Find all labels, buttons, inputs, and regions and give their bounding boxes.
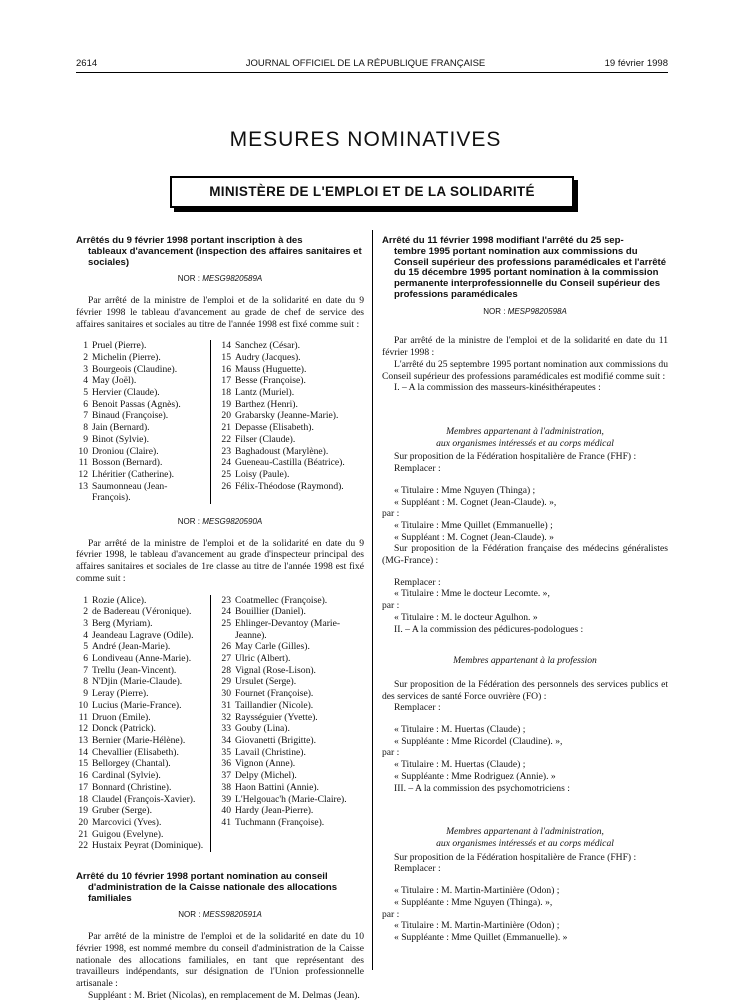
entry-line: « Suppléante : Mme Quillet (Emmanuelle). » bbox=[394, 931, 568, 943]
list-item-name: Cardinal (Sylvie). bbox=[92, 770, 161, 782]
list-item-name: Fournet (Françoise). bbox=[235, 688, 314, 700]
list-item-name: Guigou (Evelyne). bbox=[92, 828, 164, 840]
list-item-name: Depasse (Elisabeth). bbox=[235, 422, 314, 434]
list-item-name: Londiveau (Anne-Marie). bbox=[92, 653, 192, 665]
list-item-number: 26 bbox=[221, 641, 231, 653]
list-item-number: 14 bbox=[78, 746, 88, 758]
list-item bbox=[76, 700, 206, 712]
column-divider bbox=[372, 230, 373, 970]
nor-label: NOR : bbox=[177, 274, 200, 284]
list-item bbox=[76, 457, 206, 469]
list-item-number: 13 bbox=[78, 480, 88, 492]
list-item bbox=[76, 794, 206, 806]
list-item-name: May (Joël). bbox=[92, 375, 137, 387]
list-item-name: Hardy (Jean-Pierre). bbox=[235, 805, 314, 817]
list-item-number: 9 bbox=[83, 433, 88, 445]
list-item-number: 22 bbox=[221, 433, 231, 445]
list-item bbox=[219, 457, 364, 469]
list-item bbox=[219, 700, 364, 712]
list-item-number: 2 bbox=[83, 351, 88, 363]
list-item-name: Grabarsky (Jeanne-Marie). bbox=[235, 410, 339, 422]
par-line: par : bbox=[382, 508, 400, 520]
section-title: I. – A la commission des masseurs-kinésithérapeutes : bbox=[394, 382, 601, 394]
entry-line: « Titulaire : Mme Quillet (Emmanuelle) ; bbox=[394, 519, 553, 531]
list-item bbox=[219, 641, 364, 653]
heading-line: tableaux d'avancement (inspection des affaires sanitaires et sociales) bbox=[88, 245, 362, 268]
remplacer-line: Remplacer : bbox=[394, 863, 441, 875]
list-item-name: Vignal (Rose-Lison). bbox=[235, 664, 316, 676]
decree-text: Par arrêté de la ministre de l'emploi et de la solidarité en date du 9 février 1998, le tableau d'avancement au grade d'inspecteur principal des affaires sanitaires et sociales de 1re classe au titre de l'année 1998 est fixé comme suit : bbox=[76, 537, 364, 584]
list-item-name: N'Djin (Marie-Claude). bbox=[92, 676, 183, 688]
list-item-number: 8 bbox=[83, 676, 88, 688]
list-item bbox=[76, 469, 206, 481]
entry-line: « Suppléante : Mme Ricordel (Claudine). », bbox=[394, 735, 563, 747]
remplacer-line: Remplacer : bbox=[394, 463, 441, 475]
list-item-number: 5 bbox=[83, 387, 88, 399]
list-item-number: 21 bbox=[221, 422, 231, 434]
nor-reference bbox=[76, 909, 364, 921]
list-item-name: Bosson (Bernard). bbox=[92, 457, 163, 469]
list-item-number: 6 bbox=[83, 653, 88, 665]
list-item bbox=[76, 352, 206, 364]
list-item-number: 19 bbox=[78, 805, 88, 817]
decree-heading bbox=[76, 236, 364, 268]
list-item bbox=[76, 481, 206, 504]
list-item-name: André (Jean-Marie). bbox=[92, 641, 171, 653]
list-item-number: 11 bbox=[78, 457, 88, 469]
list-item bbox=[76, 618, 206, 630]
list-item bbox=[219, 758, 364, 770]
list-item bbox=[219, 375, 364, 387]
list-item bbox=[76, 410, 206, 422]
list-item-number: 8 bbox=[83, 422, 88, 434]
list-item bbox=[219, 364, 364, 376]
name-list-col bbox=[210, 340, 364, 504]
par-line: par : bbox=[382, 908, 400, 920]
list-item bbox=[219, 387, 364, 399]
nor-value: MESG9820589A bbox=[202, 274, 263, 284]
list-item bbox=[76, 712, 206, 724]
list-item bbox=[219, 481, 364, 493]
list-item-name: Benoit Passas (Agnès). bbox=[92, 398, 181, 410]
list-item-name: Coatmellec (Françoise). bbox=[235, 594, 328, 606]
decree-text: L'arrêté du 25 septembre 1995 portant nomination aux commissions du Conseil supérieur des professions paramédicales est modifié comme suit : bbox=[382, 358, 668, 382]
entry-line: « Titulaire : Mme le docteur Lecomte. », bbox=[394, 588, 550, 600]
list-item-name: Droniou (Claire). bbox=[92, 445, 159, 457]
list-item-number: 7 bbox=[83, 664, 88, 676]
header-rule bbox=[76, 72, 668, 73]
list-item-number: 12 bbox=[78, 723, 88, 735]
nor-label: NOR : bbox=[177, 517, 200, 527]
list-item-number: 16 bbox=[221, 363, 231, 375]
list-item bbox=[76, 747, 206, 759]
heading-line: tembre 1995 portant nomination aux commissions du Conseil supérieur des professions paramédicales et l'arrêté du 15 décembre 1995 portant nomination à la commission permanente interprofessionnelle du Conseil supérieur des professions paramédicales bbox=[394, 245, 667, 300]
page-title: MESURES NOMINATIVES bbox=[229, 128, 502, 151]
list-item-number: 3 bbox=[83, 363, 88, 375]
list-item-name: de Badereau (Véronique). bbox=[92, 606, 192, 618]
list-item-name: Bernier (Marie-Hélène). bbox=[92, 735, 186, 746]
list-item-name: Lantz (Muriel). bbox=[235, 387, 295, 399]
nor-reference bbox=[76, 516, 364, 528]
list-item bbox=[76, 375, 206, 387]
list-item-number: 1 bbox=[83, 340, 88, 352]
list-item-name: Félix-Théodose (Raymond). bbox=[235, 480, 344, 492]
entry-line: « Titulaire : M. Huertas (Claude) ; bbox=[394, 759, 526, 771]
decree-heading bbox=[76, 872, 364, 904]
list-item bbox=[76, 805, 206, 817]
journal-title: JOURNAL OFFICIEL DE LA RÉPUBLIQUE FRANÇAISE bbox=[245, 58, 486, 69]
list-item bbox=[76, 676, 206, 688]
list-item bbox=[219, 735, 364, 747]
list-item-number: 24 bbox=[221, 457, 231, 469]
list-item-name: Saumonneau (Jean-François). bbox=[92, 480, 168, 504]
list-item-number: 32 bbox=[221, 711, 231, 723]
list-item bbox=[76, 422, 206, 434]
list-item-name: Gueneau-Castilla (Béatrice). bbox=[235, 457, 345, 469]
list-item-name: Besse (Françoise). bbox=[235, 375, 306, 387]
list-item-name: Raysséguier (Yvette). bbox=[235, 711, 318, 723]
name-list bbox=[76, 595, 364, 852]
list-item bbox=[76, 665, 206, 677]
list-item bbox=[76, 630, 206, 642]
list-item-number: 12 bbox=[78, 468, 88, 480]
decree-heading bbox=[382, 236, 668, 301]
list-item-number: 17 bbox=[78, 781, 88, 793]
list-item bbox=[219, 410, 364, 422]
name-list-col bbox=[76, 340, 210, 504]
nor-value: MESP9820598A bbox=[507, 306, 567, 316]
left-column bbox=[76, 236, 364, 1001]
list-item-name: Bouillier (Daniel). bbox=[235, 606, 306, 618]
list-item-number: 1 bbox=[83, 594, 88, 606]
list-item-name: Lucius (Marie-France). bbox=[92, 699, 182, 711]
list-item-number: 28 bbox=[221, 664, 231, 676]
list-item-number: 29 bbox=[221, 676, 231, 688]
nor-reference bbox=[382, 306, 668, 318]
list-item bbox=[76, 364, 206, 376]
list-item-number: 27 bbox=[221, 653, 231, 665]
list-item-name: Bellorgey (Chantal). bbox=[92, 758, 171, 770]
list-item bbox=[219, 817, 364, 829]
list-item-number: 3 bbox=[83, 617, 88, 629]
list-item bbox=[76, 688, 206, 700]
entry-line: « Suppléante : Mme Nguyen (Thinga). », bbox=[394, 896, 553, 908]
list-item-name: May Carle (Gilles). bbox=[235, 641, 310, 653]
list-item bbox=[76, 340, 206, 352]
decree-text: Suppléant : M. Briet (Nicolas), en remplacement de M. Delmas (Jean). bbox=[88, 989, 360, 1001]
list-item-number: 40 bbox=[221, 805, 231, 817]
list-item bbox=[219, 340, 364, 352]
list-item-name: Bourgeois (Claudine). bbox=[92, 363, 178, 375]
list-item bbox=[76, 653, 206, 665]
nor-label: NOR : bbox=[483, 306, 506, 316]
list-item bbox=[76, 399, 206, 411]
list-item-name: Jain (Bernard). bbox=[92, 422, 150, 434]
list-item-number: 41 bbox=[221, 816, 231, 828]
list-item bbox=[219, 399, 364, 411]
list-item-name: Vignon (Anne). bbox=[235, 758, 296, 770]
list-item bbox=[76, 735, 206, 747]
list-item-name: Ulric (Albert). bbox=[235, 653, 291, 665]
list-item-name: Audry (Jacques). bbox=[235, 351, 301, 363]
list-item-name: Hervier (Claude). bbox=[92, 387, 160, 399]
entry-line: « Titulaire : M. Huertas (Claude) ; bbox=[394, 724, 526, 736]
remplacer-line: Remplacer : bbox=[394, 702, 441, 714]
list-item-number: 18 bbox=[221, 387, 231, 399]
list-item-name: Hustaix Peyrat (Dominique). bbox=[92, 840, 204, 852]
list-item-number: 4 bbox=[83, 375, 88, 387]
list-item-number: 24 bbox=[221, 606, 231, 618]
list-item-name: Claudel (François-Xavier). bbox=[92, 793, 196, 805]
list-item-number: 36 bbox=[221, 758, 231, 770]
list-item bbox=[219, 352, 364, 364]
list-item-number: 25 bbox=[221, 617, 231, 629]
list-item bbox=[76, 723, 206, 735]
entry-line: « Titulaire : M. Martin-Martinière (Odon) ; bbox=[394, 885, 560, 897]
list-item bbox=[76, 606, 206, 618]
list-item-name: Jeandeau Lagrave (Odile). bbox=[92, 629, 194, 641]
list-item-number: 26 bbox=[221, 480, 231, 492]
list-item bbox=[76, 840, 206, 852]
right-column bbox=[382, 236, 668, 944]
nor-label: NOR : bbox=[178, 910, 201, 920]
list-item-number: 2 bbox=[83, 606, 88, 618]
list-item-number: 38 bbox=[221, 781, 231, 793]
heading-line: Arrêté du 10 février 1998 portant nomination au conseil bbox=[76, 871, 328, 883]
heading-line: Arrêtés du 9 février 1998 portant inscription à des bbox=[76, 235, 303, 246]
list-item bbox=[219, 434, 364, 446]
list-item bbox=[219, 676, 364, 688]
entry-line: « Titulaire : M. Martin-Martinière (Odon) ; bbox=[394, 920, 560, 932]
list-item-number: 23 bbox=[221, 445, 231, 457]
list-item-number: 14 bbox=[221, 340, 231, 352]
proposal-line: Sur proposition de la Fédération des personnels des services publics et des services de santé Force ouvrière (FO) : bbox=[382, 678, 668, 702]
list-item bbox=[219, 770, 364, 782]
list-item-number: 11 bbox=[78, 711, 88, 723]
subsection-title: Membres appartenant à l'administration, aux organismes intéressés et au corps médical bbox=[436, 426, 614, 449]
nor-reference bbox=[76, 273, 364, 285]
list-item-name: L'Helgouac'h (Marie-Claire). bbox=[235, 793, 347, 805]
list-item bbox=[219, 665, 364, 677]
entry-line: « Suppléant : M. Cognet (Jean-Claude). », bbox=[394, 496, 557, 508]
section-title: II. – A la commission des pédicures-podologues : bbox=[394, 623, 584, 635]
list-item bbox=[76, 595, 206, 607]
list-item bbox=[76, 758, 206, 770]
list-item-number: 34 bbox=[221, 735, 231, 746]
list-item-number: 37 bbox=[221, 770, 231, 782]
list-item-name: Rozie (Alice). bbox=[92, 594, 147, 606]
list-item-name: Loisy (Paule). bbox=[235, 468, 290, 480]
list-item-name: Binaud (Françoise). bbox=[92, 410, 169, 422]
list-item bbox=[76, 434, 206, 446]
list-item-name: Marcovici (Yves). bbox=[92, 816, 162, 828]
list-item-name: Gouby (Lina). bbox=[235, 723, 290, 735]
decree-text: Par arrêté de la ministre de l'emploi et de la solidarité en date du 9 février 1998 le tableau d'avancement au grade de chef de service des affaires sanitaires et sociales au titre de l'année 1998 est fixé comme suit : bbox=[76, 295, 364, 330]
subsection-title: Membres appartenant à la profession bbox=[453, 655, 597, 667]
nor-value: MESS9820591A bbox=[202, 910, 262, 920]
list-item-name: Bonnard (Christine). bbox=[92, 781, 172, 793]
list-item-number: 15 bbox=[221, 351, 231, 363]
list-item bbox=[76, 770, 206, 782]
heading-line: Arrêté du 11 février 1998 modifiant l'arrêté du 25 sep- bbox=[382, 235, 624, 246]
list-item bbox=[76, 446, 206, 458]
list-item-name: Michelin (Pierre). bbox=[92, 351, 161, 363]
list-item-number: 21 bbox=[78, 828, 88, 840]
list-item-name: Binot (Sylvie). bbox=[92, 433, 150, 445]
list-item bbox=[76, 387, 206, 399]
decree-text: Par arrêté de la ministre de l'emploi et de la solidarité en date du 11 février 1998 : bbox=[382, 335, 668, 359]
list-item bbox=[219, 595, 364, 607]
list-item-number: 17 bbox=[221, 375, 231, 387]
list-item bbox=[219, 469, 364, 481]
list-item-name: Donck (Patrick). bbox=[92, 723, 156, 735]
list-item-number: 31 bbox=[221, 699, 231, 711]
list-item-number: 13 bbox=[78, 735, 88, 746]
list-item bbox=[76, 817, 206, 829]
par-line: par : bbox=[382, 600, 400, 612]
list-item bbox=[219, 606, 364, 618]
list-item bbox=[219, 446, 364, 458]
list-item-number: 7 bbox=[83, 410, 88, 422]
list-item bbox=[219, 618, 364, 641]
nor-value: MESG9820590A bbox=[202, 517, 263, 527]
list-item-number: 23 bbox=[221, 594, 231, 606]
list-item-number: 18 bbox=[78, 793, 88, 805]
entry-line: « Suppléante : Mme Rodriguez (Annie). » bbox=[394, 770, 556, 782]
proposal-line: Sur proposition de la Fédération française des médecins généralistes (MG-France) : bbox=[382, 543, 668, 567]
list-item-number: 20 bbox=[221, 410, 231, 422]
list-item-name: Taillandier (Nicole). bbox=[235, 699, 314, 711]
list-item-number: 6 bbox=[83, 398, 88, 410]
list-item-name: Chevallier (Elisabeth). bbox=[92, 746, 179, 758]
list-item bbox=[219, 712, 364, 724]
list-item bbox=[219, 653, 364, 665]
par-line: par : bbox=[382, 747, 400, 759]
subsection-title: Membres appartenant à l'administration, aux organismes intéressés et au corps médical bbox=[436, 826, 614, 849]
list-item-number: 19 bbox=[221, 398, 231, 410]
list-item bbox=[219, 688, 364, 700]
list-item-number: 10 bbox=[78, 699, 88, 711]
list-item-number: 25 bbox=[221, 468, 231, 480]
list-item-name: Mauss (Huguette). bbox=[235, 363, 307, 375]
heading-line: d'administration de la Caisse nationale des allocations familiales bbox=[88, 881, 338, 904]
list-item-name: Leray (Pierre). bbox=[92, 688, 149, 700]
list-item-name: Delpy (Michel). bbox=[235, 770, 297, 782]
list-item-number: 15 bbox=[78, 758, 88, 770]
list-item-name: Ehlinger-Devantoy (Marie-Jeanne). bbox=[235, 617, 341, 641]
list-item-name: Gruber (Serge). bbox=[92, 805, 153, 817]
list-item-number: 30 bbox=[221, 688, 231, 700]
list-item-name: Sanchez (César). bbox=[235, 340, 300, 352]
list-item bbox=[219, 747, 364, 759]
list-item-number: 4 bbox=[83, 629, 88, 641]
entry-line: « Titulaire : Mme Nguyen (Thinga) ; bbox=[394, 484, 536, 496]
proposal-line: Sur proposition de la Fédération hospitalière de France (FHF) : bbox=[394, 451, 637, 463]
issue-date: 19 février 1998 bbox=[604, 58, 668, 69]
list-item-name: Baghadoust (Marylène). bbox=[235, 445, 329, 457]
list-item bbox=[219, 782, 364, 794]
list-item bbox=[76, 829, 206, 841]
list-item-number: 20 bbox=[78, 816, 88, 828]
list-item-name: Berg (Myriam). bbox=[92, 617, 153, 629]
ministry-box: MINISTÈRE DE L'EMPLOI ET DE LA SOLIDARITÉ bbox=[170, 176, 574, 208]
list-item-name: Lhéritier (Catherine). bbox=[92, 468, 175, 480]
list-item-number: 16 bbox=[78, 770, 88, 782]
list-item-number: 35 bbox=[221, 746, 231, 758]
list-item-name: Giovanetti (Brigitte). bbox=[235, 735, 316, 746]
list-item bbox=[219, 805, 364, 817]
list-item-name: Haon Battini (Annie). bbox=[235, 781, 319, 793]
list-item-number: 22 bbox=[78, 840, 88, 852]
proposal-line: Sur proposition de la Fédération hospitalière de France (FHF) : bbox=[394, 851, 637, 863]
list-item bbox=[76, 641, 206, 653]
name-list bbox=[76, 340, 364, 504]
name-list-col bbox=[76, 595, 210, 852]
list-item-name: Pruel (Pierre). bbox=[92, 340, 147, 352]
page-number: 2614 bbox=[76, 58, 98, 69]
entry-line: « Titulaire : M. le docteur Agulhon. » bbox=[394, 611, 538, 623]
list-item-name: Filser (Claude). bbox=[235, 433, 296, 445]
entry-line: « Suppléant : M. Cognet (Jean-Claude). » bbox=[394, 531, 554, 543]
decree-text: Par arrêté de la ministre de l'emploi et de la solidarité en date du 10 février 1998, est nommé membre du conseil d'administration de la Caisse nationale des allocations familiales, en tant que représentant des travailleurs indépendants, sur désignation de l'Union professionnelle artisanale : bbox=[76, 931, 364, 989]
list-item-name: Ursulet (Serge). bbox=[235, 676, 297, 688]
list-item bbox=[76, 782, 206, 794]
remplacer-line: Remplacer : bbox=[394, 576, 441, 588]
section-title: III. – A la commission des psychomotriciens : bbox=[394, 782, 570, 794]
list-item-number: 39 bbox=[221, 793, 231, 805]
list-item-name: Barthez (Henri). bbox=[235, 398, 298, 410]
list-item-name: Lavail (Christine). bbox=[235, 746, 306, 758]
list-item-name: Tuchmann (Françoise). bbox=[235, 816, 325, 828]
list-item-number: 9 bbox=[83, 688, 88, 700]
list-item-number: 33 bbox=[221, 723, 231, 735]
name-list-col bbox=[210, 595, 364, 852]
list-item-name: Druon (Emile). bbox=[92, 711, 151, 723]
list-item-number: 5 bbox=[83, 641, 88, 653]
list-item bbox=[219, 723, 364, 735]
list-item bbox=[219, 422, 364, 434]
list-item-number: 10 bbox=[78, 445, 88, 457]
list-item-name: Trellu (Jean-Vincent). bbox=[92, 664, 177, 676]
list-item bbox=[219, 794, 364, 806]
